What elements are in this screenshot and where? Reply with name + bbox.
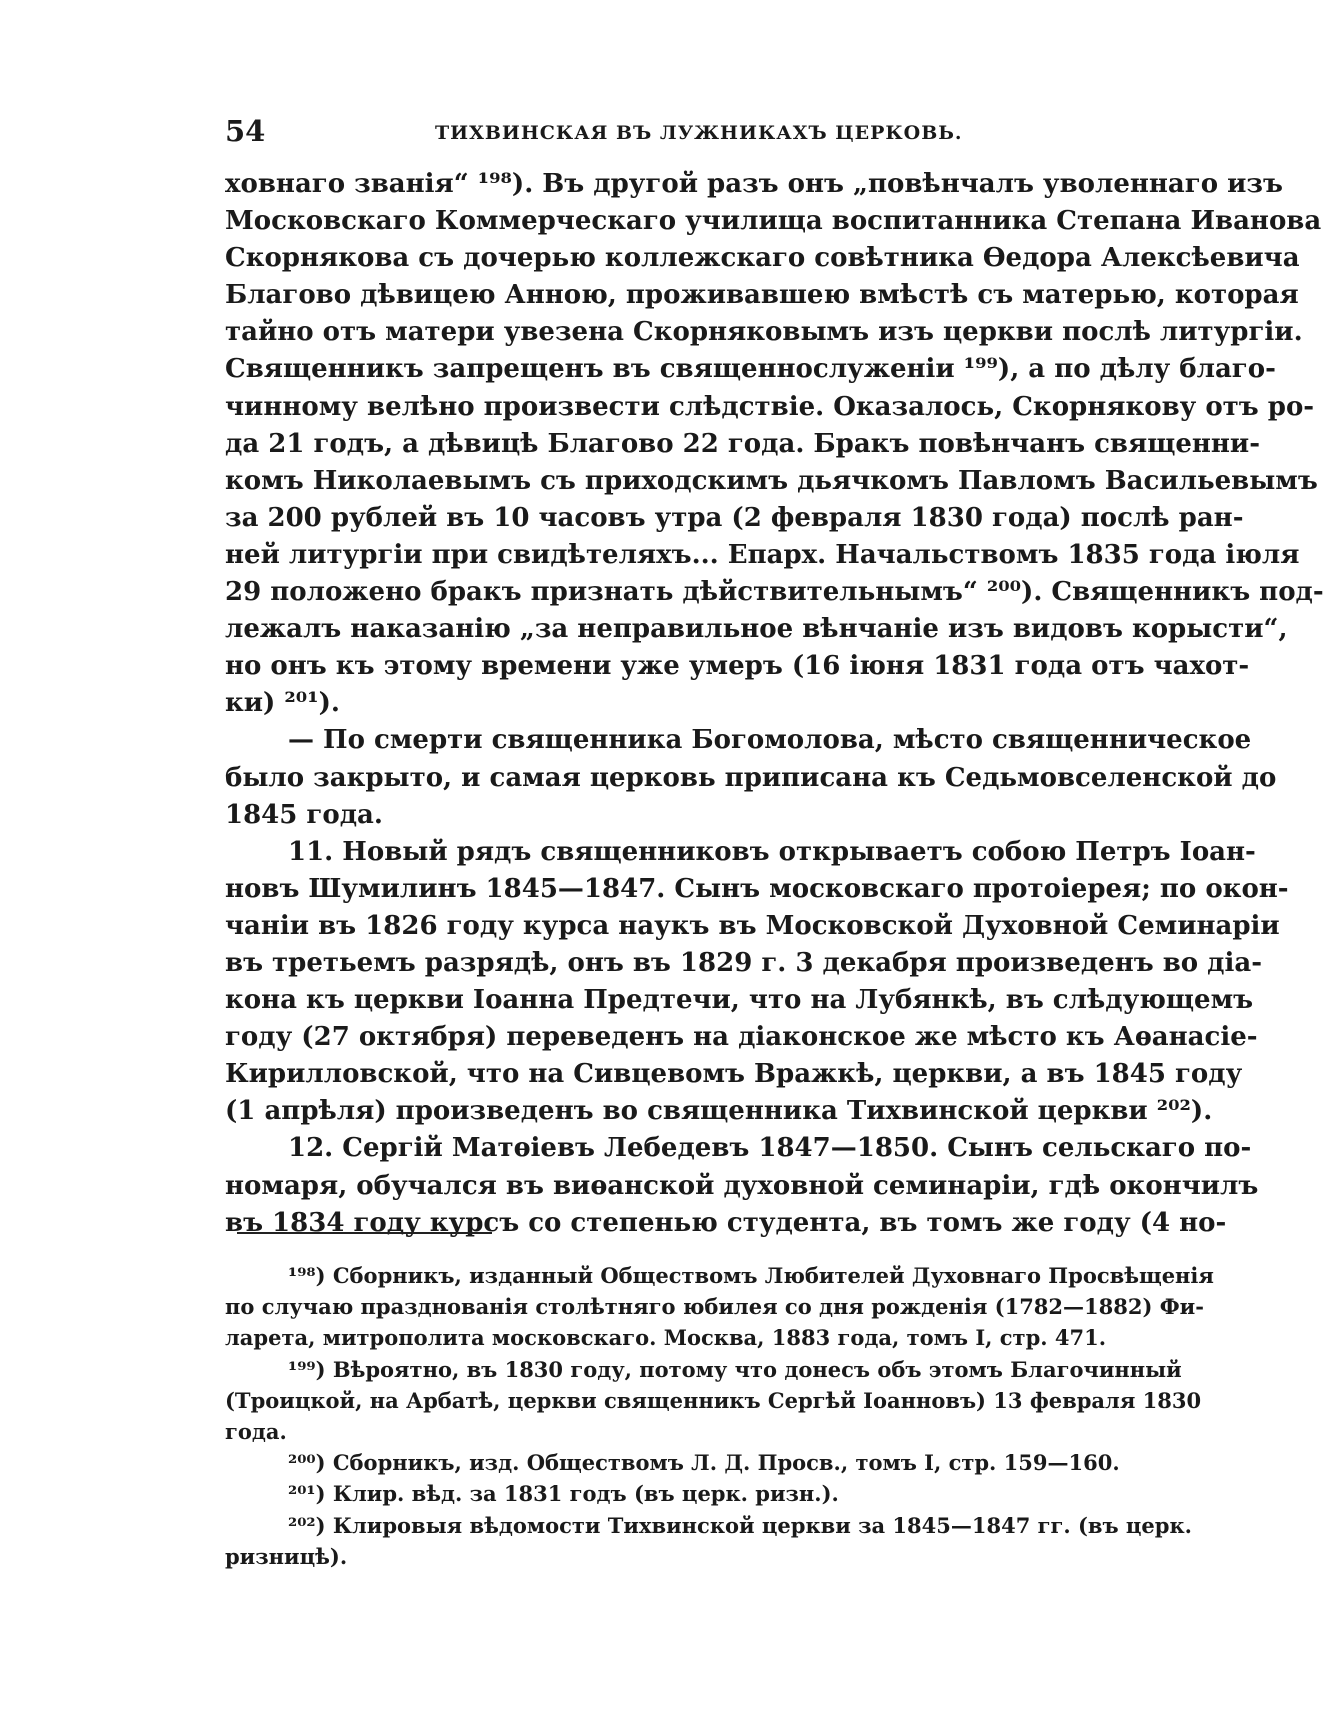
text-line: въ 1834 году курсъ со степенью студента, въ томъ же году (4 но- — [225, 1207, 1227, 1238]
text-line: (1 апрѣля) произведенъ во священника Тихвинской церкви ²⁰²). — [225, 1096, 1213, 1127]
text-line: за 200 рублей въ 10 часовъ утра (2 февраля 1830 года) послѣ ран- — [225, 502, 1244, 533]
text-line: ховнаго званія“ ¹⁹⁸). Въ другой разъ онъ „повѣнчалъ уволеннаго изъ — [225, 169, 1283, 199]
text-line: Скорнякова съ дочерью коллежскаго совѣтника Ѳедора Алексѣевича — [225, 243, 1300, 274]
text-line: ней литургіи при свидѣтеляхъ... Епарх. Начальствомъ 1835 года іюля — [225, 539, 1300, 570]
text-line: комъ Николаевымъ съ приходскимъ дьячкомъ Павломъ Васильевымъ — [225, 465, 1318, 496]
text-line: новъ Шумилинъ 1845—1847. Сынъ московскаго протоіерея; по окон- — [225, 873, 1289, 904]
text-line: 1845 года. — [225, 799, 383, 830]
text-line: 12. Сергій Матѳіевъ Лебедевъ 1847—1850. Сынъ сельскаго по- — [288, 1133, 1252, 1164]
text-line: ки) ²⁰¹). — [225, 688, 340, 719]
text-line: но онъ къ этому времени уже умеръ (16 іюня 1831 года отъ чахот- — [225, 651, 1250, 682]
footnote-line: ларета, митрополита московскаго. Москва, 1883 года, томъ I, стр. 471. — [225, 1325, 1107, 1351]
text-line: году (27 октября) переведенъ на діаконское же мѣсто къ Аѳанасіе- — [225, 1022, 1258, 1053]
text-line: чаніи въ 1826 году курса наукъ въ Московской Духовной Семинаріи — [225, 910, 1280, 941]
text-line: было закрыто, и самая церковь приписана къ Седьмовселенской до — [225, 762, 1277, 793]
text-line: кона къ церкви Іоанна Предтечи, что на Лубянкѣ, въ слѣдующемъ — [225, 985, 1254, 1016]
text-line: Благово дѣвицею Анною, проживавшею вмѣстѣ съ матерью, которая — [225, 280, 1299, 311]
text-line: 11. Новый рядъ священниковъ открываетъ собою Петръ Іоан- — [288, 836, 1256, 867]
footnotes — [225, 1260, 1214, 1572]
text-line: — По смерти священника Богомолова, мѣсто священническое — [288, 725, 1252, 756]
text-line: тайно отъ матери увезена Скорняковымъ изъ церкви послѣ литургіи. — [225, 317, 1303, 348]
text-line: чинному велѣно произвести слѣдствіе. Оказалось, Скорнякову отъ ро- — [225, 391, 1315, 422]
footnote-line: года. — [225, 1418, 287, 1444]
text-line: въ третьемъ разрядѣ, онъ въ 1829 г. 3 декабря произведенъ во діа- — [225, 947, 1263, 978]
page-number: 54 — [225, 114, 266, 148]
footnote-line: по случаю празднованія столѣтняго юбилея со дня рожденія (1782—1882) Фи- — [225, 1294, 1204, 1320]
text-line: номаря, обучался въ виѳанской духовной семинаріи, гдѣ окончилъ — [225, 1170, 1259, 1201]
footnote-line: ²⁰¹) Клир. вѣд. за 1831 годъ (въ церк. ризн.). — [288, 1481, 839, 1507]
text-line: 29 положено бракъ признать дѣйствительнымъ“ ²⁰⁰). Священникъ под- — [225, 577, 1324, 608]
footnote-line: ¹⁹⁸) Сборникъ, изданный Обществомъ Любителей Духовнаго Просвѣщенія — [288, 1263, 1214, 1288]
text-line: да 21 годъ, а дѣвицѣ Благово 22 года. Бракъ повѣнчанъ священни- — [225, 428, 1261, 459]
footnote-line: ²⁰²) Клировыя вѣдомости Тихвинской церкви за 1845—1847 гг. (въ церк. — [288, 1512, 1192, 1538]
footnote-separator — [237, 1232, 492, 1234]
text-line: Московскаго Коммерческаго училища воспитанника Степана Иванова — [225, 206, 1322, 237]
footnote-line: ²⁰⁰) Сборникъ, изд. Обществомъ Л. Д. Просв., томъ I, стр. 159—160. — [288, 1450, 1120, 1476]
running-title: ТИХВИНСКАЯ ВЪ ЛУЖНИКАХЪ ЦЕРКОВЬ. — [435, 122, 963, 144]
running-header — [225, 114, 1103, 154]
text-line: лежалъ наказанію „за неправильное вѣнчаніе изъ видовъ корысти“, — [225, 614, 1288, 645]
footnote-line: ¹⁹⁹) Вѣроятно, въ 1830 году, потому что донесъ объ этомъ Благочинный — [288, 1356, 1182, 1382]
footnote-line: ризницѣ). — [225, 1543, 348, 1569]
text-line: Священникъ запрещенъ въ священнослуженіи ¹⁹⁹), а по дѣлу благо- — [225, 354, 1276, 385]
text-line: Кирилловской, что на Сивцевомъ Вражкѣ, церкви, а въ 1845 году — [225, 1059, 1243, 1090]
main-text — [225, 166, 1324, 1242]
footnote-line: (Троицкой, на Арбатѣ, церкви священникъ Сергѣй Іоанновъ) 13 февраля 1830 — [225, 1387, 1202, 1413]
